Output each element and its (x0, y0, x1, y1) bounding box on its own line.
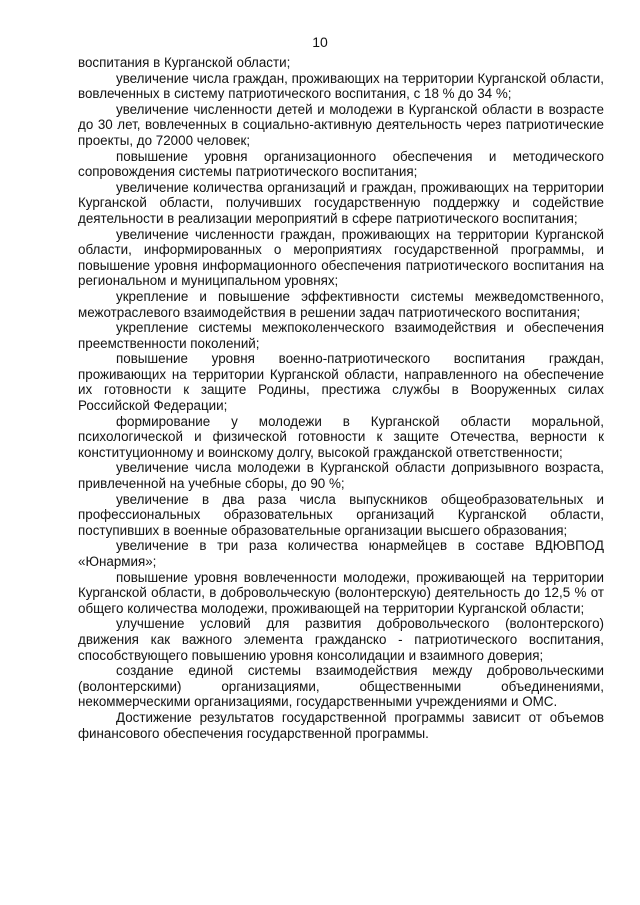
paragraph: воспитания в Курганской области; (78, 55, 291, 70)
paragraph: увеличение количества организаций и граждан, проживающих на территории Курганской области, получивших государственную поддержку и содействие деятельности в реализации мероприятий в сфере патриотического воспитания; (78, 179, 604, 226)
paragraph: формирование у молодежи в Курганской области моральной, психологической и физической готовности к защите Отечества, верности к конституционному и воинскому долгу, высокой гражданской ответственности; (78, 413, 604, 460)
paragraph: увеличение числа молодежи в Курганской области допризывного возраста, привлеченной на учебные сборы, до 90 %; (78, 460, 604, 492)
paragraph: увеличение численности граждан, проживающих на территории Курганской области, информированных о мероприятиях государственной программы, и повышение уровня информационного обеспечения патриотического воспитания на региональном и муниципальном уровнях; (78, 226, 604, 289)
document-body (78, 55, 604, 741)
paragraph: увеличение в три раза количества юнармейцев в составе ВДЮВПОД «Юнармия»; (78, 538, 604, 569)
paragraph: повышение уровня организационного обеспечения и методического сопровождения системы патриотического воспитания; (78, 148, 604, 180)
paragraph: увеличение численности детей и молодежи в Курганской области в возрасте до 30 лет, вовлеченных в социально-активную деятельность через патриотические проекты, до 72000 человек; (78, 101, 604, 148)
paragraph: увеличение в два раза числа выпускников общеобразовательных и профессиональных образовательных организаций Курганской области, поступивших в военные образовательные организации высшего образования; (78, 491, 604, 538)
paragraph: улучшение условий для развития добровольческого (волонтерского) движения как важного элемента гражданско - патриотического воспитания, способствующего повышению уровня консолидации и взаимного доверия; (78, 616, 604, 663)
paragraph: создание единой системы взаимодействия между добровольческими (волонтерскими) организациями, общественными объединениями, некоммерческими организациями, государственными учреждениями и ОМС. (78, 663, 604, 710)
paragraph: укрепление и повышение эффективности системы межведомственного, межотраслевого взаимодействия в решении задач патриотического воспитания; (78, 288, 604, 320)
paragraph: повышение уровня военно-патриотического воспитания граждан, проживающих на территории Курганской области, направленного на обеспечение их готовности к защите Родины, престижа службы в Вооруженных силах Российской Федерации; (78, 351, 604, 414)
page-number: 10 (312, 34, 328, 50)
paragraph: укрепление системы межпоколенческого взаимодействия и обеспечения преемственности поколений; (78, 320, 604, 351)
paragraph: увеличение числа граждан, проживающих на территории Курганской области, вовлеченных в систему патриотического воспитания, с 18 % до 34 %; (78, 70, 604, 102)
paragraph: повышение уровня вовлеченности молодежи, проживающей на территории Курганской области, в добровольческую (волонтерскую) деятельность до 12,5 % от общего количества молодежи, проживающей на территории Курганской области; (78, 569, 604, 616)
paragraph: Достижение результатов государственной программы зависит от объемов финансового обеспечения государственной программы. (78, 709, 604, 741)
